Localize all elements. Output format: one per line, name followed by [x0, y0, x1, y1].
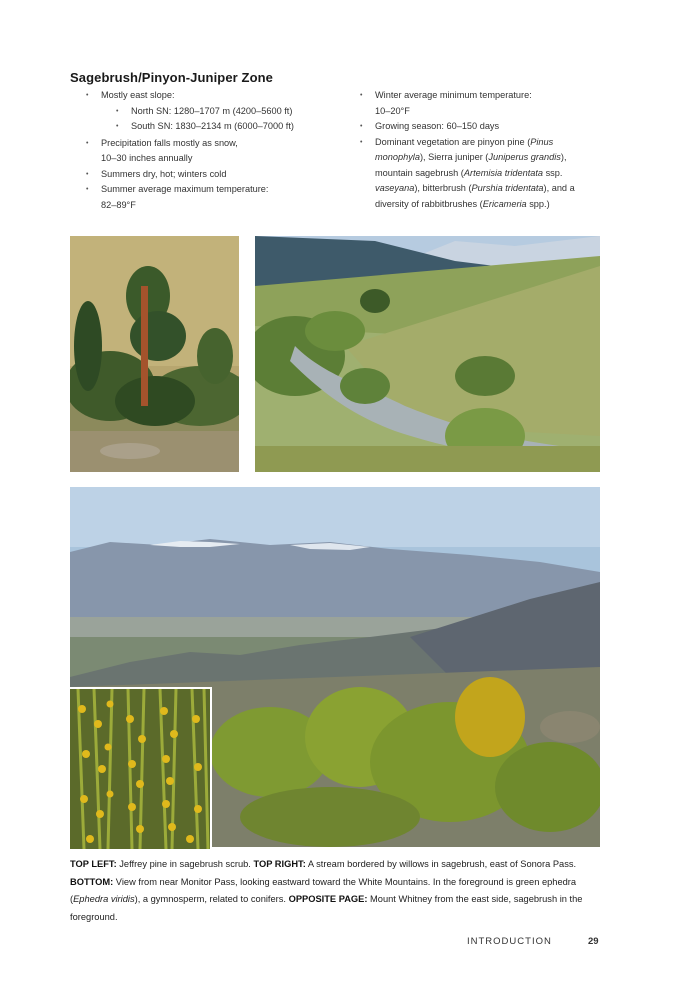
figure-caption: TOP LEFT: Jeffrey pine in sagebrush scrub. TOP RIGHT: A stream bordered by willows in sagebrush, east of Sonora Pass. BOTTOM: View from near Monitor Pass, looking eastward toward the White Mountains. In the foreground is green ephedra (Ephedra viridis), a gymnosperm, related to conifers. OPPOSITE PAGE: Mount Whitney from the east side, sagebrush in the foreground. — [70, 859, 583, 922]
fact-precip-line1: Precipitation falls mostly as snow, — [101, 137, 238, 148]
fact-slope-text: Mostly east slope: — [101, 90, 175, 100]
fact-growing-season — [360, 119, 605, 135]
page-heading: Sagebrush/Pinyon-Juniper Zone — [70, 70, 273, 85]
fact-winter-line2: 10–20°F — [375, 105, 410, 116]
fact-north-text: North SN: 1280–1707 m (4200–5600 ft) — [131, 105, 293, 116]
fact-summer-max — [86, 182, 348, 213]
fact-summers — [86, 167, 348, 183]
page-number: 29 — [588, 936, 599, 947]
fact-south-text: South SN: 1830–2134 m (6000–7000 ft) — [131, 121, 294, 131]
fact-summer-max-line1: Summer average maximum temperature: — [101, 184, 269, 194]
fact-south-elevation — [86, 119, 348, 135]
running-footer-section: INTRODUCTION — [467, 936, 552, 947]
fact-summers-text: Summers dry, hot; winters cold — [101, 168, 227, 179]
fact-north-elevation — [86, 104, 348, 120]
fact-precipitation — [86, 136, 348, 167]
fact-slope — [86, 88, 348, 104]
fact-precip-line2: 10–30 inches annually — [101, 153, 193, 163]
photo-ephedra-inset — [70, 687, 212, 849]
fact-winter-min — [360, 88, 605, 119]
fact-summer-max-line2: 82–89°F — [101, 199, 136, 210]
fact-vegetation: • Dominant vegetation are pinyon pine (Pinus monophyla), Sierra juniper (Juniperus grandis), mountain sagebrush (Artemisia tridentata ssp. vaseyana), bitterbrush (Purshia tridentata), and a diversity of rabbitbrushes (Ericameria spp.) — [360, 135, 605, 213]
photo-jeffrey-pine — [70, 236, 239, 472]
fact-growing-text: Growing season: 60–150 days — [375, 121, 500, 131]
zone-facts-left — [86, 88, 348, 213]
photo-stream-willows — [255, 236, 600, 472]
fact-winter-line1: Winter average minimum temperature: — [375, 90, 532, 100]
zone-facts-right — [360, 88, 605, 212]
